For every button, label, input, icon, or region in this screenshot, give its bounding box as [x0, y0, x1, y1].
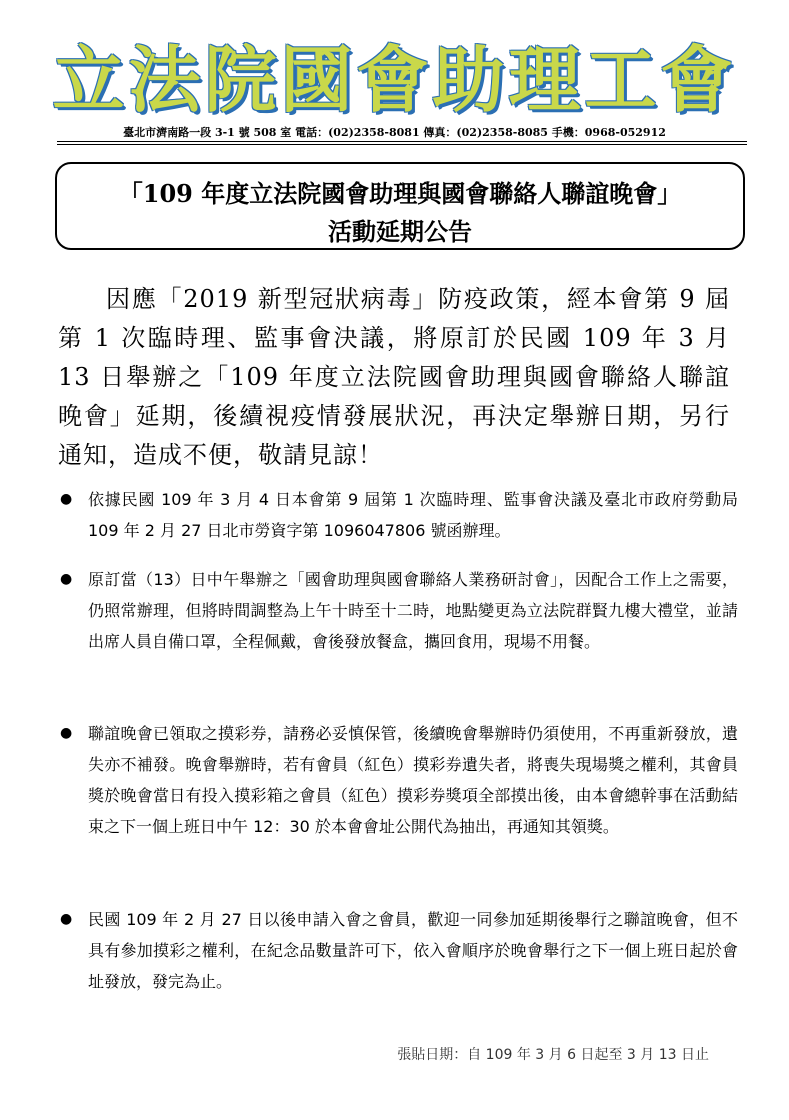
- list-item-text: 原訂當（13）日中午舉辦之「國會助理與國會聯絡人業務研討會」，因配合工作上之需要，仍照常辦理，但將時間調整為上午十時至十二時，地點變更為立法院群賢九樓大禮堂，並請出席人員自備口罩，全程佩戴，會後發放餐盒，攜回食用，現場不用餐。: [88, 570, 738, 651]
- list-item-text: 依據民國 109 年 3 月 4 日本會第 9 屆第 1 次臨時理、監事會決議及臺北市政府勞動局 109 年 2 月 27 日北市勞資字第 1096047806 號函辦理。: [88, 490, 738, 540]
- bullet-icon: ●: [60, 725, 73, 741]
- list-item: [58, 718, 738, 842]
- bullet-icon: ●: [60, 911, 73, 927]
- list-item: [58, 564, 738, 657]
- notice-title-line2: 活動延期公告: [328, 217, 472, 246]
- posting-date: 張貼日期：自 109 年 3 月 6 日起至 3 月 13 日止: [397, 1047, 709, 1063]
- union-address: 臺北市濟南路一段 3-1 號 508 室 電話：(02)2358-8081 傳真：(02)2358-8085 手機：0968-052912: [123, 126, 666, 139]
- notice-title-box: [55, 162, 745, 250]
- list-item-text: 聯誼晚會已領取之摸彩券，請務必妥慎保管，後續晚會舉辦時仍須使用，不再重新發放，遺失亦不補發。晚會舉辦時，若有會員（紅色）摸彩券遺失者，將喪失現場獎之權利，其會員獎於晚會當日有投入摸彩箱之會員（紅色）摸彩券獎項全部摸出後，由本會總幹事在活動結束之下一個上班日中午 12：30 於本會會址公開代為抽出，再通知其領獎。: [88, 724, 738, 836]
- list-item-text: 民國 109 年 2 月 27 日以後申請入會之會員，歡迎一同參加延期後舉行之聯誼晚會，但不具有參加摸彩之權利，在紀念品數量許可下，依入會順序於晚會舉行之下一個上班日起於會址發放，發完為止。: [88, 910, 738, 991]
- header-divider-2: [57, 144, 747, 145]
- bullet-icon: ●: [60, 491, 73, 507]
- list-item: [58, 484, 738, 546]
- notice-intro-paragraph: 因應「2019 新型冠狀病毒」防疫政策，經本會第 9 屆第 1 次臨時理、監事會決議，將原訂於民國 109 年 3 月 13 日舉辦之「109 年度立法院國會助理與國會聯絡人聯誼晚會」延期，後續視疫情發展狀況，再決定舉辦日期，另行通知，造成不便，敬請見諒！: [58, 285, 730, 469]
- notice-title-line1: 「109 年度立法院國會助理與國會聯絡人聯誼晚會」: [118, 179, 682, 208]
- bullet-icon: ●: [60, 571, 73, 587]
- header-divider: [57, 141, 747, 142]
- list-item: [58, 904, 738, 997]
- union-logo-title: 立法院國會助理工會: [52, 38, 737, 122]
